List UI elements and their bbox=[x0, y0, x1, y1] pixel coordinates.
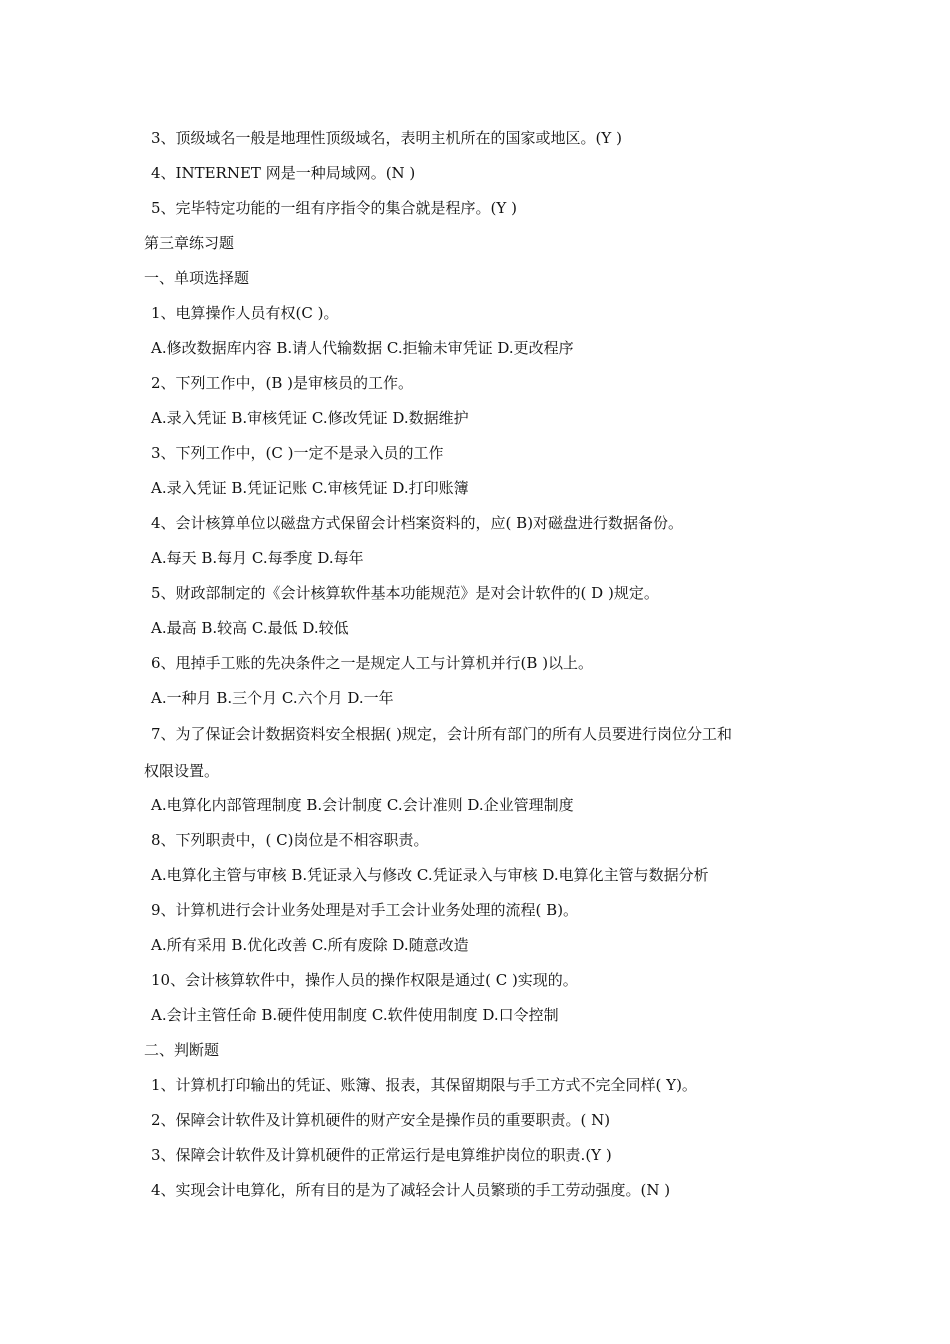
question-line: 2、保障会计软件及计算机硬件的财产安全是操作员的重要职责。( N) bbox=[151, 1111, 611, 1129]
options-line: A.每天 B.每月 C.每季度 D.每年 bbox=[151, 549, 364, 567]
options-line: A.一种月 B.三个月 C.六个月 D.一年 bbox=[151, 689, 394, 707]
question-line-continuation: 权限设置。 bbox=[144, 762, 220, 780]
question-line: 7、为了保证会计数据资料安全根据( )规定，会计所有部门的所有人员要进行岗位分工和 bbox=[151, 725, 733, 743]
section-heading: 一、单项选择题 bbox=[144, 269, 250, 287]
question-line: 5、财政部制定的《会计核算软件基本功能规范》是对会计软件的( D )规定。 bbox=[151, 584, 659, 602]
question-line: 3、下列工作中，(C )一定不是录入员的工作 bbox=[151, 444, 444, 462]
options-line: A.所有采用 B.优化改善 C.所有废除 D.随意改造 bbox=[151, 936, 469, 954]
options-line: A.录入凭证 B.审核凭证 C.修改凭证 D.数据维护 bbox=[151, 409, 469, 427]
question-line: 10、会计核算软件中，操作人员的操作权限是通过( C )实现的。 bbox=[151, 971, 578, 989]
options-line: A.最高 B.较高 C.最低 D.较低 bbox=[151, 619, 349, 637]
section-heading: 二、判断题 bbox=[144, 1041, 220, 1059]
options-line: A.录入凭证 B.凭证记账 C.审核凭证 D.打印账簿 bbox=[151, 479, 469, 497]
options-line: A.修改数据库内容 B.请人代输数据 C.拒输未审凭证 D.更改程序 bbox=[151, 339, 574, 357]
question-line: 8、下列职责中，( C)岗位是不相容职责。 bbox=[151, 831, 429, 849]
text-line: 5、完毕特定功能的一组有序指令的集合就是程序。(Y ) bbox=[151, 199, 517, 217]
text-line: 3、顶级域名一般是地理性顶级域名，表明主机所在的国家或地区。(Y ) bbox=[151, 129, 622, 147]
question-line: 3、保障会计软件及计算机硬件的正常运行是电算维护岗位的职责.(Y ) bbox=[151, 1146, 612, 1164]
question-line: 1、电算操作人员有权(C )。 bbox=[151, 304, 339, 322]
question-line: 4、实现会计电算化，所有目的是为了减轻会计人员繁琐的手工劳动强度。(N ) bbox=[151, 1181, 671, 1199]
options-line: A.电算化主管与审核 B.凭证录入与修改 C.凭证录入与审核 D.电算化主管与数据分析 bbox=[151, 866, 709, 884]
question-line: 9、计算机进行会计业务处理是对手工会计业务处理的流程( B)。 bbox=[151, 901, 579, 919]
chapter-heading: 第三章练习题 bbox=[144, 234, 235, 252]
question-line: 2、下列工作中，(B )是审核员的工作。 bbox=[151, 374, 414, 392]
text-line: 4、INTERNET 网是一种局域网。(N ) bbox=[151, 164, 416, 182]
question-line: 4、会计核算单位以磁盘方式保留会计档案资料的，应( B)对磁盘进行数据备份。 bbox=[151, 514, 684, 532]
question-line: 6、甩掉手工账的先决条件之一是规定人工与计算机并行(B )以上。 bbox=[151, 654, 594, 672]
options-line: A.电算化内部管理制度 B.会计制度 C.会计准则 D.企业管理制度 bbox=[151, 796, 574, 814]
options-line: A.会计主管任命 B.硬件使用制度 C.软件使用制度 D.口令控制 bbox=[151, 1006, 559, 1024]
question-line: 1、计算机打印输出的凭证、账簿、报表，其保留期限与手工方式不完全同样( Y)。 bbox=[151, 1076, 697, 1094]
